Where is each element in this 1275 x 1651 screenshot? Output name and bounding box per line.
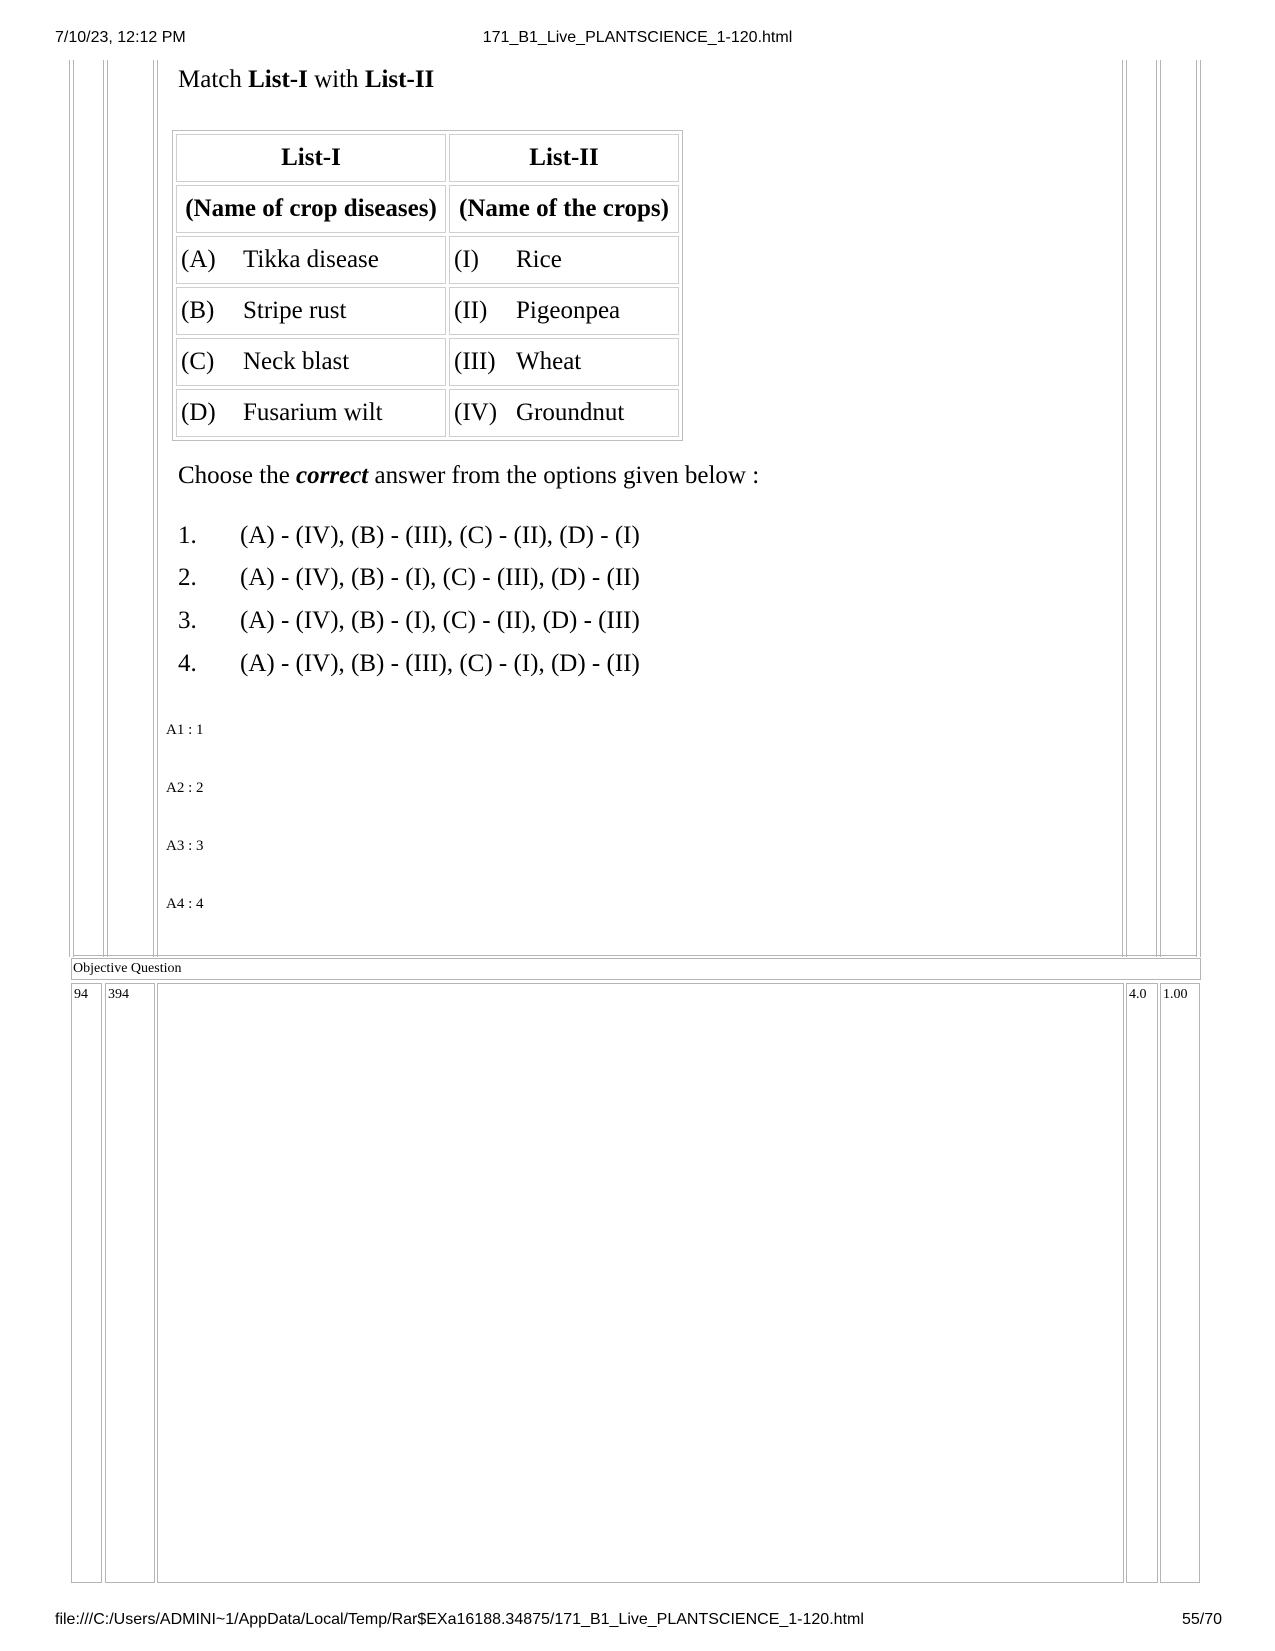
list-2-cell: (II) Pigeonpea <box>449 287 679 335</box>
serial-cell <box>71 983 102 1583</box>
answer-key-item: A3 : 3 <box>166 838 204 854</box>
print-datetime: 7/10/23, 12:12 PM <box>55 29 186 46</box>
question-type-row <box>71 958 1201 980</box>
negative-marks-cell <box>1160 983 1200 1583</box>
list-1-cell: (B) Stripe rust <box>176 287 446 335</box>
question-type-label: Objective Question <box>73 961 182 976</box>
answer-key-item: A2 : 2 <box>166 780 204 796</box>
grid-line <box>157 60 158 957</box>
list-2-subheader: (Name of the crops) <box>449 185 679 233</box>
question-id-cell <box>105 983 155 1583</box>
grid-line <box>107 60 108 957</box>
answer-key-item: A1 : 1 <box>166 722 204 738</box>
table-subheader-row <box>176 185 679 233</box>
match-table <box>172 130 683 441</box>
marks-cell <box>1126 983 1158 1583</box>
list-2-header: List-II <box>449 134 679 182</box>
table-header-row <box>176 134 679 182</box>
list-2-cell: (III) Wheat <box>449 338 679 386</box>
grid-line <box>1156 60 1157 957</box>
list-1-cell: (D) Fusarium wilt <box>176 389 446 437</box>
table-row <box>176 338 679 386</box>
print-file-path: file:///C:/Users/ADMINI~1/AppData/Local/Temp/Rar$EXa16188.34875/171_B1_Live_PLANTSCIENCE_1-120.html <box>55 1611 864 1628</box>
print-title: 171_B1_Live_PLANTSCIENCE_1-120.html <box>482 29 793 46</box>
grid-line <box>1126 60 1127 957</box>
option-item: 4. (A) - (IV), (B) - (III), (C) - (I), (D) - (II) <box>178 650 640 677</box>
list-2-cell: (IV) Groundnut <box>449 389 679 437</box>
instruction-text: Choose the correct answer from the options given below : <box>178 462 760 489</box>
grid-line <box>73 60 74 957</box>
grid-line <box>1196 60 1197 957</box>
grid-line <box>1160 60 1161 957</box>
list-1-header: List-I <box>176 134 446 182</box>
grid-line <box>153 60 154 957</box>
table-row <box>176 389 679 437</box>
option-item: 2. (A) - (IV), (B) - (I), (C) - (III), (D) - (II) <box>178 564 640 591</box>
list-2-cell: (I) Rice <box>449 236 679 284</box>
grid-line <box>69 60 70 957</box>
list-1-subheader: (Name of crop diseases) <box>176 185 446 233</box>
option-item: 1. (A) - (IV), (B) - (III), (C) - (II), (D) - (I) <box>178 522 640 549</box>
grid-line <box>103 60 104 957</box>
question-serial: 94 <box>74 987 88 1002</box>
list-1-cell: (A) Tikka disease <box>176 236 446 284</box>
grid-line <box>1122 60 1123 957</box>
question-marks: 4.0 <box>1129 987 1147 1002</box>
answer-key-item: A4 : 4 <box>166 896 204 912</box>
table-row <box>176 287 679 335</box>
question-heading: Match List-I with List-II <box>178 66 435 93</box>
table-row <box>176 236 679 284</box>
question-negative-marks: 1.00 <box>1163 987 1188 1002</box>
question-id: 394 <box>108 987 129 1002</box>
option-item: 3. (A) - (IV), (B) - (I), (C) - (II), (D) - (III) <box>178 607 640 634</box>
print-page-number: 55/70 <box>1181 1611 1222 1628</box>
list-1-cell: (C) Neck blast <box>176 338 446 386</box>
grid-line <box>73 955 1197 956</box>
grid-line <box>1200 60 1201 957</box>
question-body-cell <box>157 983 1124 1583</box>
